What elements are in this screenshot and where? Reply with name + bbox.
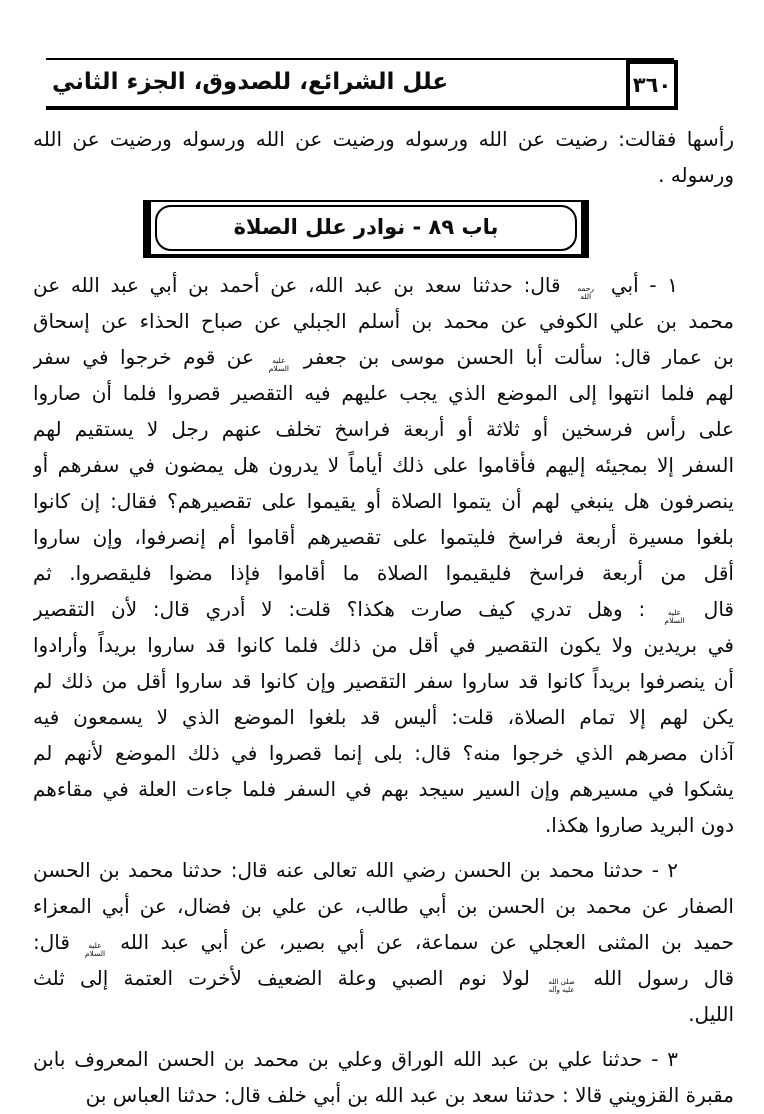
text-line: يكن لهم إلا تمام الصلاة، قلت: أليس قد بلغوا الموضع الذي لا يسمعون فيه	[33, 705, 734, 729]
text-line: محمد بن علي الكوفي عن محمد بن أسلم الجبلي عن صباح الحذاء عن إسحاق	[33, 309, 734, 333]
hadith-paragraph-1	[33, 267, 734, 843]
page-number: ٣٦٠	[632, 73, 672, 97]
chapter-heading-box	[143, 200, 589, 258]
text-line: دون البريد صاروا هكذا.	[544, 813, 734, 837]
page-number-box	[626, 60, 678, 110]
honorific-rh-glyph: رحمه الله	[577, 283, 595, 301]
text-line: في بريدين ولا يكون التقصير في أقل من ذلك فلما كانوا قد ساروا بريداً وأرادوا	[33, 633, 734, 657]
honorific-as-glyph: عليه السلام	[664, 607, 685, 625]
text-line: حميد بن المثنى العجلي عن سماعة، عن أبي بصير، عن أبي عبد الله عليه السلام قال:	[33, 930, 734, 958]
chapter-title: باب ٨٩ - نوادر علل الصلاة	[233, 215, 499, 239]
text-line: ٣ - حدثنا علي بن عبد الله الوراق وعلي بن محمد بن الحسن المعروف بابن	[33, 1047, 678, 1071]
text-line: ورسوله .	[658, 163, 734, 187]
intro-paragraph	[33, 121, 734, 193]
text-line: قال عليه السلام : وهل تدري كيف صارت هكذا؟ قلت: لا أدري قال: لأن التقصير	[33, 597, 734, 625]
hadith-paragraph-2	[33, 852, 734, 1032]
text-line: بلغوا مسيرة أربعة فراسخ فليتموا على تقصيرهم أقاموا أم إنصرفوا، وإن ساروا	[33, 525, 734, 549]
text-line: قال رسول الله صلى الله عليه وآله لولا نوم الصبي وعلة الضعيف لأخرت العتمة إلى ثلث	[33, 966, 734, 994]
text-line: بن عمار قال: سألت أبا الحسن موسى بن جعفر عليه السلام عن قوم خرجوا في سفر	[33, 345, 734, 373]
text-line: الليل.	[688, 1002, 734, 1026]
page-header	[46, 58, 674, 110]
hadith-paragraph-3	[33, 1041, 734, 1113]
honorific-as-glyph: عليه السلام	[268, 355, 289, 373]
text-line: يشكوا في مسيرهم وإن السير سيجد بهم في السفر فلما جاءت العلة في مقاءهم	[33, 777, 734, 801]
text-line: ١ - أبي رحمه الله قال: حدثنا سعد بن عبد الله، عن أحمد بن أبي عبد الله عن	[33, 273, 678, 301]
honorific-as-glyph: عليه السلام	[84, 940, 106, 958]
text-line: لهم فلما انتهوا إلى الموضع الذي يجب عليهم فيه التقصير قصروا فلما أن صاروا	[33, 381, 734, 405]
text-line: أقل من أربعة فراسخ فليقيموا الصلاة ما أقاموا فإذا مضوا فليقصروا. ثم	[33, 561, 734, 585]
text-line: آذان مصرهم الذي خرجوا منه؟ قال: بلى إنما قصروا في ذلك الموضع لأنهم لم	[33, 741, 734, 765]
text-line: مقبرة القزويني قالا : حدثنا سعد بن عبد الله بن أبي خلف قال: حدثنا العباس بن	[85, 1083, 734, 1107]
text-line: على رأس فرسخين أو ثلاثة أو أربعة فراسخ تخلف عنهم رجل لا يستقيم لهم	[33, 417, 734, 441]
book-title: علل الشرائع، للصدوق، الجزء الثاني	[52, 68, 449, 95]
text-line: أن ينصرفوا بريداً كانوا قد ساروا سفر التقصير وإن كانوا قد ساروا أقل من ذلك لم	[33, 669, 734, 693]
chapter-heading-frame	[155, 205, 577, 251]
text-line: الصفار عن محمد بن الحسن بن أبي طالب، عن علي بن فضال، عن أبي المعزاء	[33, 894, 734, 918]
text-line: السفر إلا بمجيئه إليهم فأقاموا على ذلك أياماً لا يدرون هل يمضون في سفرهم أو	[33, 453, 734, 477]
text-line: رأسها فقالت: رضيت عن الله ورسوله ورضيت عن الله ورسوله ورضيت عن الله	[33, 127, 734, 151]
text-line: ٢ - حدثنا محمد بن الحسن رضي الله تعالى عنه قال: حدثنا محمد بن الحسن	[33, 858, 678, 882]
honorific-saw-glyph: صلى الله عليه وآله	[548, 978, 575, 994]
text-line: ينصرفون هل ينبغي لهم أن يتموا الصلاة أو يقيموا على تقصيرهم؟ فقال: إن كانوا	[33, 489, 734, 513]
